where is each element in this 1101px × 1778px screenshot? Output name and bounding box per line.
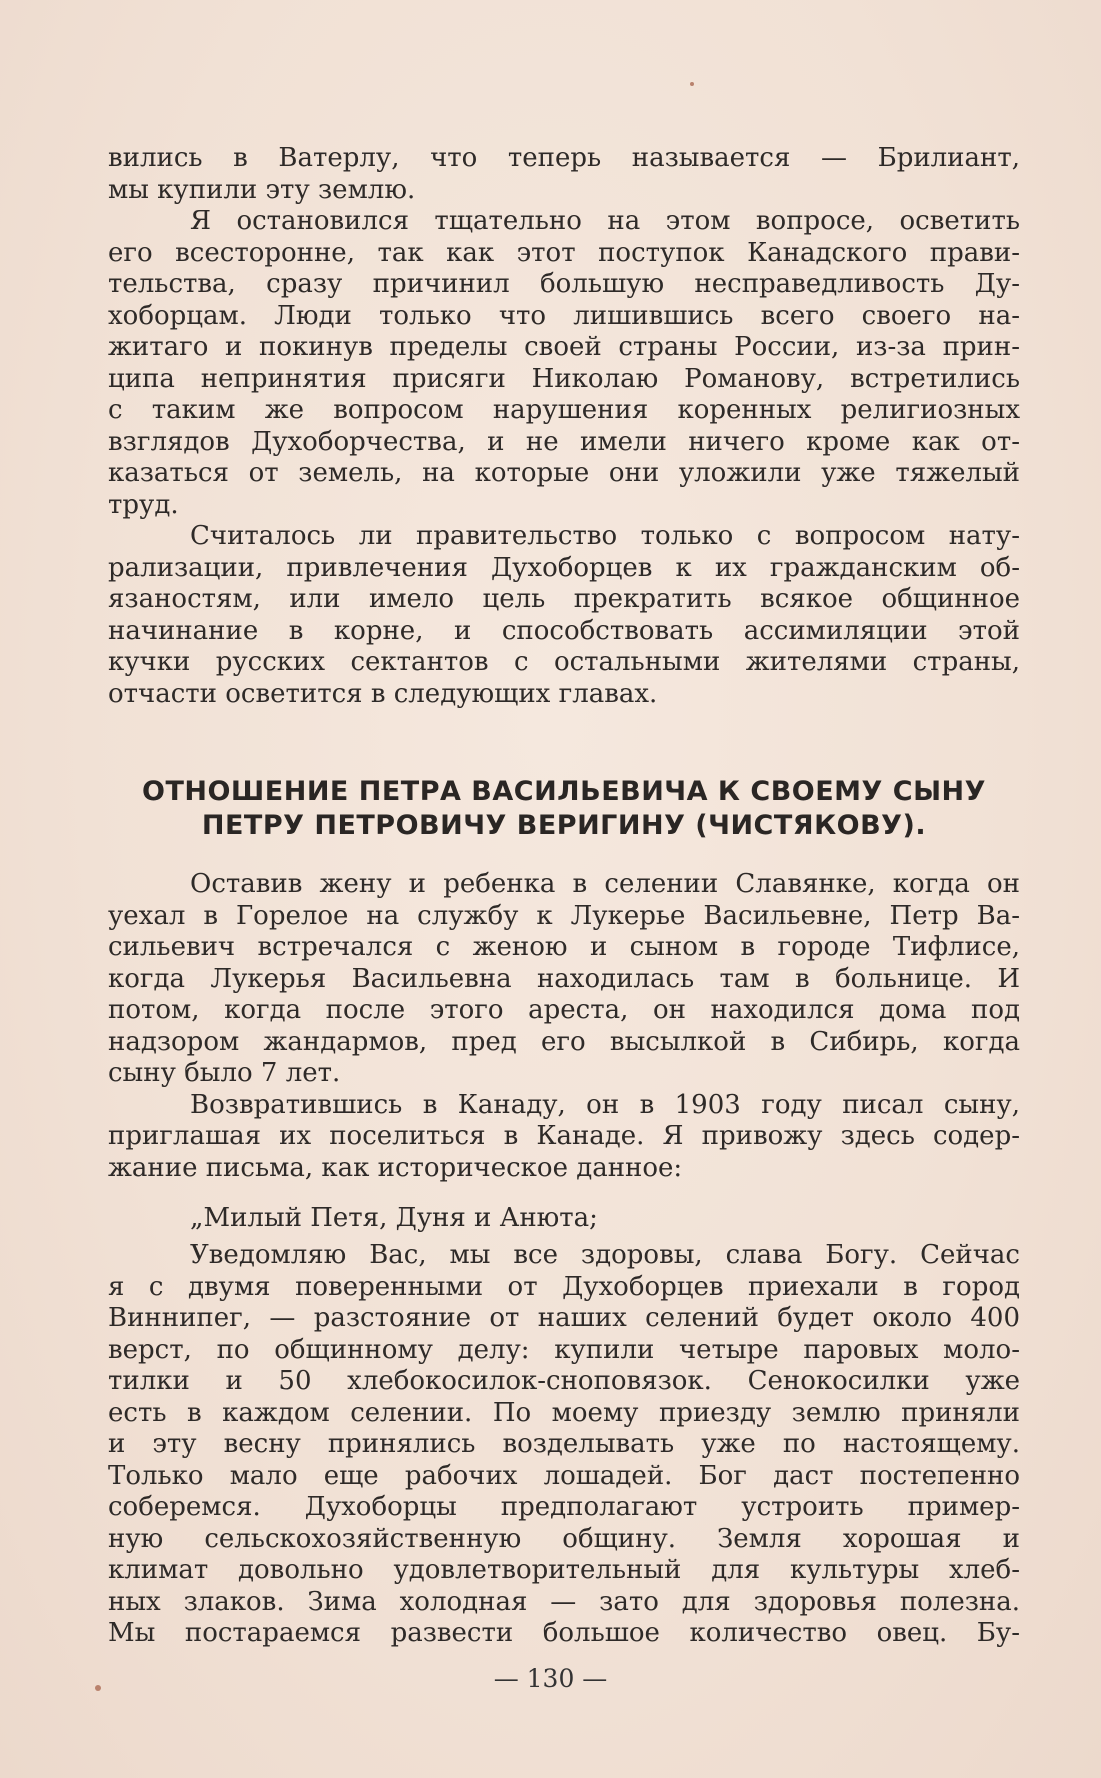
text-line: надзором жандармов, пред его высылкой в Сибирь, когда	[108, 1026, 1020, 1057]
text-line: Виннипег, — разстояние от наших селений будет около 400	[108, 1303, 1020, 1333]
text-line: уехал в Горелое на службу к Лукерье Васильевне, Петр Ва-	[108, 900, 1020, 931]
text-line: ных злаков. Зима холодная — зато для здоровья полезна.	[108, 1586, 1020, 1617]
chapter-heading	[108, 775, 1020, 843]
text-line: начинание в корне, и способствовать ассимиляции этой	[108, 615, 1020, 646]
text-line: его всесторонне, так как этот поступок Канадского прави-	[108, 237, 1020, 268]
text-line: казаться от земель, на которые они уложили уже тяжелый	[108, 458, 1020, 488]
letter-salutation: „Милый Петя, Дуня и Анюта;	[190, 1203, 598, 1233]
letter-body	[108, 1240, 1020, 1650]
chapter-heading-line-1: ОТНОШЕНИЕ ПЕТРА ВАСИЛЬЕВИЧА К СВОЕМУ СЫНУ	[142, 776, 986, 807]
text-line: Я остановился тщательно на этом вопросе, осветить	[190, 206, 1020, 236]
text-line: соберемся. Духоборцы предполагают устроить пример-	[108, 1492, 1020, 1522]
text-line: потом, когда после этого ареста, он находился дома под	[108, 995, 1020, 1025]
text-line: ную сельскохозяйственную общину. Земля хорошая и	[108, 1523, 1020, 1554]
text-line: Мы постараемся развести большое количество овец. Бу-	[108, 1618, 1020, 1648]
body-text-top	[108, 143, 1020, 710]
text-line: рализации, привлечения Духоборцев к их гражданским об-	[108, 552, 1020, 583]
text-line: Уведомляю Вас, мы все здоровы, слава Богу. Сейчас	[190, 1240, 1020, 1270]
paper-speck	[690, 82, 694, 86]
text-line: когда Лукерья Васильевна находилась там в больнице. И	[108, 963, 1020, 994]
body-text-bottom	[108, 869, 1020, 1184]
text-line: сыну было 7 лет.	[108, 1058, 341, 1088]
text-line: тельства, сразу причинил большую несправедливость Ду-	[108, 269, 1020, 299]
text-line: взглядов Духоборчества, и не имели ничего кроме как от-	[108, 426, 1020, 457]
text-line: хоборцам. Люди только что лишившись всего своего на-	[108, 300, 1020, 331]
text-line: с таким же вопросом нарушения коренных религиозных	[108, 395, 1020, 425]
text-line: кучки русских сектантов с остальными жителями страны,	[108, 647, 1020, 677]
text-line: сильевич встречался с женою и сыном в городе Тифлисе,	[108, 932, 1020, 962]
text-line: верст, по общинному делу: купили четыре паровых моло-	[108, 1334, 1020, 1365]
text-line: труд.	[108, 489, 179, 520]
text-line: и эту весну принялись возделывать уже по настоящему.	[108, 1429, 1020, 1459]
text-line: мы купили эту землю.	[108, 174, 416, 205]
text-line: тилки и 50 хлебокосилок-сноповязок. Сенокосилки уже	[108, 1366, 1020, 1396]
text-line: Только мало еще рабочих лошадей. Бог даст постепенно	[108, 1460, 1020, 1491]
page-number: — 130 —	[493, 1664, 608, 1693]
text-line: Оставив жену и ребенка в селении Славянке, когда он	[190, 869, 1020, 899]
text-line: житаго и покинув пределы своей страны России, из-за прин-	[108, 332, 1020, 362]
text-line: Считалось ли правительство только с вопросом нату-	[190, 521, 1020, 551]
text-line: Возвратившись в Канаду, он в 1903 году писал сыну,	[190, 1089, 1020, 1120]
text-line: отчасти осветится в следующих главах.	[108, 678, 658, 709]
chapter-heading-line-2: ПЕТРУ ПЕТРОВИЧУ ВЕРИГИНУ (ЧИСТЯКОВУ).	[201, 810, 927, 841]
text-line: климат довольно удовлетворительный для культуры хлеб-	[108, 1555, 1020, 1585]
text-line: я с двумя поверенными от Духоборцев приехали в город	[108, 1271, 1020, 1302]
text-line: жание письма, как историческое данное:	[108, 1152, 683, 1183]
letter-salutation-block	[108, 1203, 1020, 1235]
text-line: приглашая их поселиться в Канаде. Я привожу здесь содер-	[108, 1121, 1020, 1151]
text-line: есть в каждом селении. По моему приезду землю приняли	[108, 1397, 1020, 1428]
text-line: ципа непринятия присяги Николаю Романову, встретились	[108, 363, 1020, 394]
text-line: язаностям, или имело цель прекратить всякое общинное	[108, 584, 1020, 614]
text-line: вились в Ватерлу, что теперь называется — Брилиант,	[108, 143, 1020, 173]
